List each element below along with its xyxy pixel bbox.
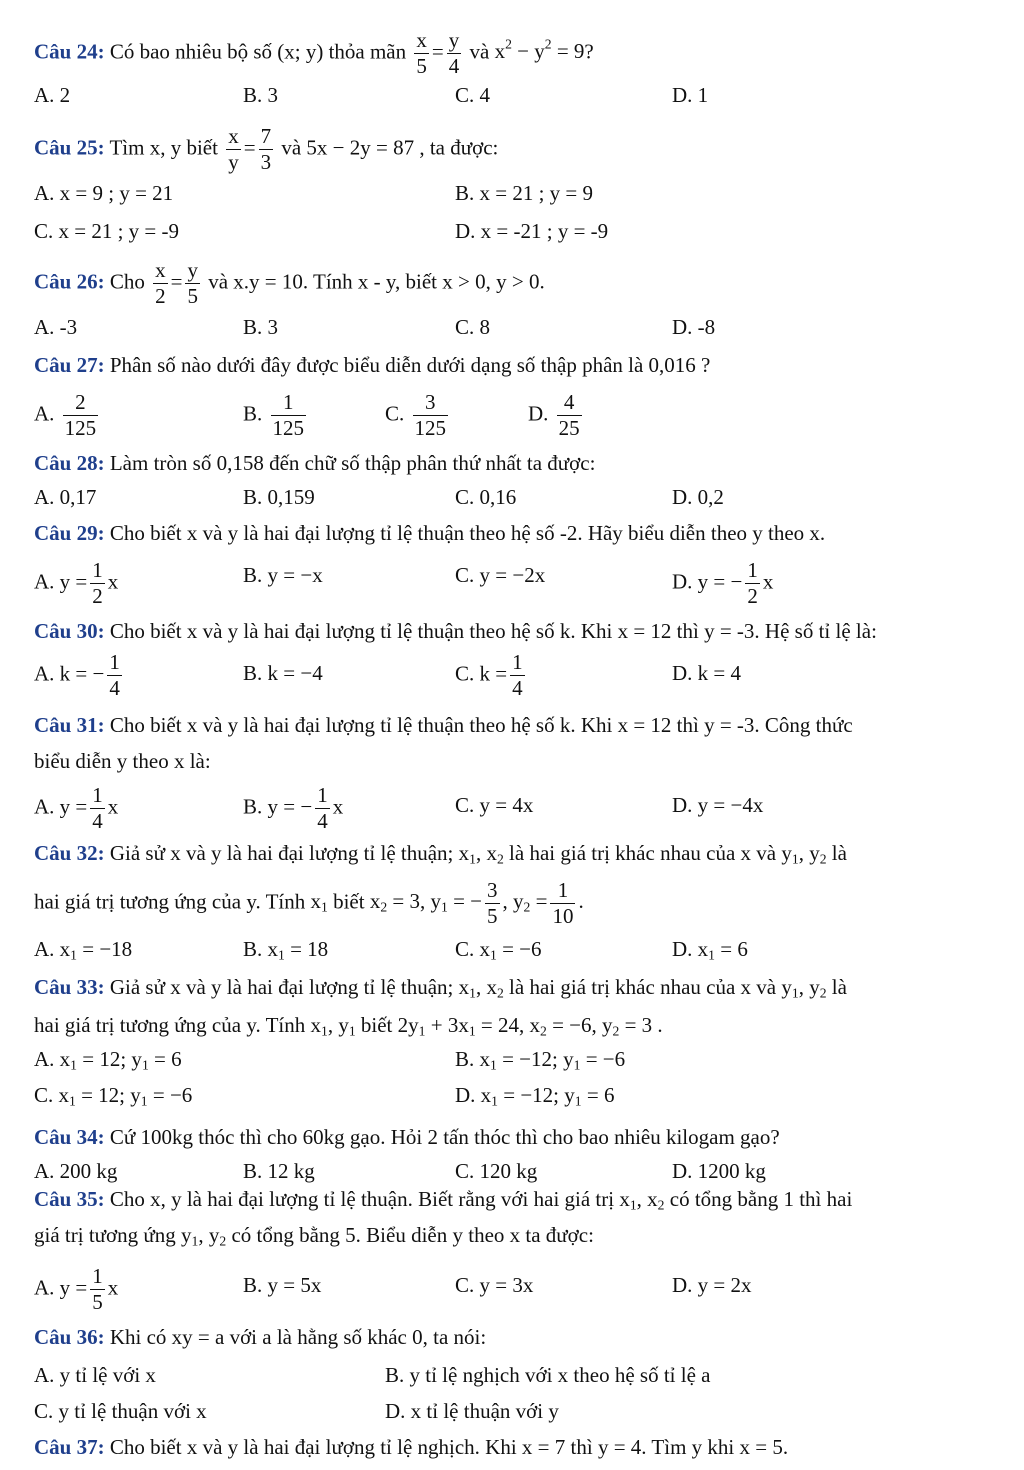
answer-b[interactable]: B. 3 — [243, 83, 279, 107]
question-label: Câu 33: — [34, 975, 105, 999]
answer-b[interactable]: B. y tỉ lệ nghịch với x theo hệ số tỉ lệ a — [385, 1363, 711, 1387]
answer-a[interactable]: A. 2 — [34, 83, 71, 107]
question-text: là — [831, 975, 847, 999]
answer-b[interactable]: B. $\frac{1}{125}$ — [243, 390, 305, 440]
fraction: $\frac{1}{2}$ — [747, 558, 758, 608]
question-label: Câu 27: — [34, 353, 105, 377]
question-text: Cho — [109, 269, 145, 294]
fraction: $\frac{1}{5}$ — [92, 1264, 103, 1314]
question-label: Câu 25: — [34, 135, 105, 160]
fraction: $\frac{1}{125}$ — [272, 390, 305, 440]
math-expression: $x_2 = 3$, $y_1$ = − $\frac{3}{5}$ , $y_2$ = $\frac{1}{10}$ . — [369, 878, 584, 928]
math-expression: $x_1$, $x_2$ — [458, 975, 504, 1001]
question-32-line-2: hai giá trị tương ứng của y. Tính $x_1$ biết $x_2 = 3$, $y_1$ = − $\frac{3}{5}$ , $y_2$ = $\frac{1}{10}$ . — [34, 878, 584, 928]
question-text: và — [469, 39, 490, 64]
answer-d[interactable]: D. y = −4x — [672, 793, 764, 817]
answer-b[interactable]: B. 3 — [243, 315, 279, 339]
answer-a[interactable]: A. 0,17 — [34, 485, 97, 509]
answer-d[interactable]: D. $\frac{4}{25}$ — [528, 390, 580, 440]
question-text: Phân số nào dưới đây được biểu diễn dưới dạng số thập phân là 0,016 ? — [109, 353, 711, 377]
answer-c[interactable]: C. 120 kg — [455, 1159, 538, 1183]
answer-b[interactable]: B. y = 5x — [243, 1273, 322, 1297]
answer-b[interactable]: B. $x_1 = -12$; $y_1 = -6$ — [455, 1047, 626, 1073]
fraction: $\frac{4}{25}$ — [558, 390, 580, 440]
answer-b[interactable]: B. y = −x — [243, 563, 323, 587]
fraction: $\frac{1}{4}$ — [92, 783, 103, 833]
answer-a[interactable]: A. x = 9 ; y = 21 — [34, 181, 174, 205]
answer-c[interactable]: C. x = 21 ; y = -9 — [34, 219, 180, 243]
question-text: là hai giá trị khác nhau của x và — [509, 975, 777, 999]
math-expression: $y_1$, $y_2$ — [781, 841, 827, 867]
question-text: là hai giá trị khác nhau của x và — [509, 841, 777, 865]
question-33-line-2: hai giá trị tương ứng của y. Tính $x_1$, $y_1$ biết $2y_1 + 3x_1 = 24$, $x_2 = -6$, $y_2 = 3$ . — [34, 1013, 663, 1039]
question-text: Giả sử x và y là hai đại lượng tỉ lệ thuận; — [109, 841, 454, 865]
question-28 — [34, 450, 595, 476]
question-label: Câu 26: — [34, 269, 105, 294]
answer-d[interactable]: D. x tỉ lệ thuận với y — [385, 1399, 559, 1423]
answer-b[interactable]: B. $x_1 = 18$ — [243, 937, 329, 963]
question-text: Khi có xy = a với a là hằng số khác 0, ta nói: — [109, 1325, 487, 1349]
question-text: và 5x − 2y = 87 , ta được: — [281, 135, 499, 160]
question-25 — [34, 126, 498, 173]
question-30 — [34, 618, 877, 644]
answer-d[interactable]: D. x = -21 ; y = -9 — [455, 219, 609, 243]
fraction: $\frac{x}{5}$ — [416, 28, 427, 78]
question-35 — [34, 1186, 852, 1212]
answer-c[interactable]: C. 0,16 — [455, 485, 517, 509]
fraction: $\frac{y}{5}$ — [187, 258, 198, 308]
answer-d[interactable]: D. 1 — [672, 83, 709, 107]
answer-b[interactable]: B. y = − $\frac{1}{4}$ x — [243, 783, 344, 833]
fraction: $\frac{1}{4}$ — [512, 650, 523, 700]
fraction: $\frac{3}{125}$ — [414, 390, 447, 440]
math-expression: $y_1$, $y_2$ — [181, 1223, 227, 1249]
answer-b[interactable]: B. 0,159 — [243, 485, 315, 509]
math-expression: $2y_1 + 3x_1 = 24$, $x_2 = -6$, $y_2 = 3$ . — [397, 1013, 663, 1039]
question-35-line-2: giá trị tương ứng $y_1$, $y_2$ có tổng bằng 5. Biểu diễn y theo x ta được: — [34, 1223, 594, 1249]
answer-a[interactable]: A. $x_1 = -18$ — [34, 937, 133, 963]
answer-b[interactable]: B. k = −4 — [243, 661, 323, 685]
fraction: $\frac{1}{4}$ — [317, 783, 328, 833]
question-label: Câu 34: — [34, 1125, 105, 1149]
question-label: Câu 35: — [34, 1187, 105, 1211]
question-label: Câu 37: — [34, 1435, 105, 1459]
question-36 — [34, 1324, 486, 1350]
equals-sign: = — [243, 135, 256, 160]
answer-a[interactable]: A. -3 — [34, 315, 78, 339]
answer-a[interactable]: A. k = − $\frac{1}{4}$ — [34, 650, 120, 700]
question-text: Cho biết x và y là hai đại lượng tỉ lệ thuận theo hệ số -2. Hãy biểu diễn theo y theo x. — [109, 521, 826, 545]
question-label: Câu 29: — [34, 521, 105, 545]
question-label: Câu 30: — [34, 619, 105, 643]
question-text: Cho x, y là hai đại lượng tỉ lệ thuận. Biết rằng với hai giá trị — [109, 1187, 615, 1211]
question-text: Cho biết x và y là hai đại lượng tỉ lệ thuận theo hệ số k. Khi x = 12 thì y = -3. Công thức — [109, 713, 853, 737]
question-31-line-2: biểu diễn y theo x là: — [34, 749, 211, 773]
answer-c[interactable]: C. $x_1 = -6$ — [455, 937, 542, 963]
question-text: là — [831, 841, 847, 865]
question-33 — [34, 974, 847, 1000]
equals-sign: = — [431, 39, 444, 64]
answer-a[interactable]: A. y tỉ lệ với x — [34, 1363, 156, 1387]
fraction: $\frac{y}{4}$ — [448, 28, 460, 78]
answer-c[interactable]: C. $x_1 = 12$; $y_1 = -6$ — [34, 1083, 193, 1109]
question-29 — [34, 520, 825, 546]
answer-d[interactable]: D. y = − $\frac{1}{2}$ x — [672, 558, 774, 608]
math-expression: $x_1$, $x_2$ — [619, 1187, 665, 1213]
question-text: Làm tròn số 0,158 đến chữ số thập phân thứ nhất ta được: — [109, 451, 596, 475]
fraction: $\frac{x}{2}$ — [155, 258, 166, 308]
answer-c[interactable]: C. y tỉ lệ thuận với x — [34, 1399, 207, 1423]
answer-d[interactable]: D. -8 — [672, 315, 716, 339]
math-expression: $x^2 - y^2 = 9$ — [494, 36, 585, 64]
fraction: $\frac{7}{3}$ — [260, 124, 272, 174]
fraction: $\frac{x}{y}$ — [228, 124, 239, 174]
question-label: Câu 36: — [34, 1325, 105, 1349]
question-text: Tìm x, y biết — [109, 135, 218, 160]
answer-a[interactable]: A. 200 kg — [34, 1159, 118, 1183]
answer-b[interactable]: B. x = 21 ; y = 9 — [455, 181, 594, 205]
question-mark: ? — [584, 39, 594, 64]
answer-a[interactable]: A. y = $\frac{1}{5}$ x — [34, 1264, 119, 1314]
answer-c[interactable]: C. y = 3x — [455, 1273, 534, 1297]
math-expression: $x_1$, $y_1$ — [310, 1013, 356, 1039]
answer-c[interactable]: C. y = 4x — [455, 793, 534, 817]
answer-d[interactable]: D. 0,2 — [672, 485, 724, 509]
question-label: Câu 32: — [34, 841, 105, 865]
answer-a[interactable]: A. y = $\frac{1}{4}$ x — [34, 783, 119, 833]
question-32 — [34, 840, 847, 866]
fraction: $\frac{1}{10}$ — [552, 878, 574, 928]
question-text: Có bao nhiêu bộ số (x; y) thỏa mãn — [109, 39, 407, 64]
question-text: có tổng bằng 1 thì hai — [669, 1187, 853, 1211]
math-expression: $x_1$ — [310, 889, 328, 915]
answer-d[interactable]: D. k = 4 — [672, 661, 742, 685]
question-text: Cứ 100kg thóc thì cho 60kg gạo. Hỏi 2 tấn thóc thì cho bao nhiêu kilogam gạo? — [109, 1125, 780, 1149]
answer-c[interactable]: C. 8 — [455, 315, 491, 339]
question-34 — [34, 1124, 780, 1150]
answer-d[interactable]: D. $x_1 = 6$ — [672, 937, 748, 963]
fraction: $\frac{3}{5}$ — [487, 878, 498, 928]
question-37 — [34, 1434, 788, 1460]
question-label: Câu 24: — [34, 39, 105, 64]
answer-d[interactable]: D. $x_1 = -12$; $y_1 = 6$ — [455, 1083, 615, 1109]
question-text: Giả sử x và y là hai đại lượng tỉ lệ thuận; — [109, 975, 454, 999]
answer-c[interactable]: C. 4 — [455, 83, 491, 107]
answer-d[interactable]: D. y = 2x — [672, 1273, 752, 1297]
question-text: và x.y = 10. Tính x - y, biết x > 0, y > 0. — [208, 269, 545, 294]
fraction: $\frac{1}{2}$ — [92, 558, 103, 608]
answer-a[interactable]: A. $\frac{2}{125}$ — [34, 390, 97, 440]
question-label: Câu 28: — [34, 451, 105, 475]
answer-a[interactable]: A. y = $\frac{1}{2}$ x — [34, 558, 119, 608]
fraction: $\frac{2}{125}$ — [64, 390, 97, 440]
equals-sign: = — [170, 269, 183, 294]
fraction: $\frac{1}{4}$ — [109, 650, 120, 700]
question-31 — [34, 712, 853, 738]
answer-c[interactable]: C. y = −2x — [455, 563, 546, 587]
answer-b[interactable]: B. 12 kg — [243, 1159, 315, 1183]
answer-d[interactable]: D. 1200 kg — [672, 1159, 766, 1183]
answer-c[interactable]: C. k = $\frac{1}{4}$ — [455, 650, 523, 700]
question-24 — [34, 30, 594, 77]
answer-c[interactable]: C. $\frac{3}{125}$ — [385, 390, 447, 440]
math-expression: $y_1$, $y_2$ — [781, 975, 827, 1001]
question-27 — [34, 352, 710, 378]
question-label: Câu 31: — [34, 713, 105, 737]
answer-a[interactable]: A. $x_1 = 12$; $y_1 = 6$ — [34, 1047, 182, 1073]
question-26 — [34, 260, 545, 307]
math-expression: $x_1$, $x_2$ — [458, 841, 504, 867]
question-text: Cho biết x và y là hai đại lượng tỉ lệ nghịch. Khi x = 7 thì y = 4. Tìm y khi x = 5. — [109, 1435, 789, 1459]
question-text: Cho biết x và y là hai đại lượng tỉ lệ thuận theo hệ số k. Khi x = 12 thì y = -3. Hệ số tỉ lệ là: — [109, 619, 877, 643]
